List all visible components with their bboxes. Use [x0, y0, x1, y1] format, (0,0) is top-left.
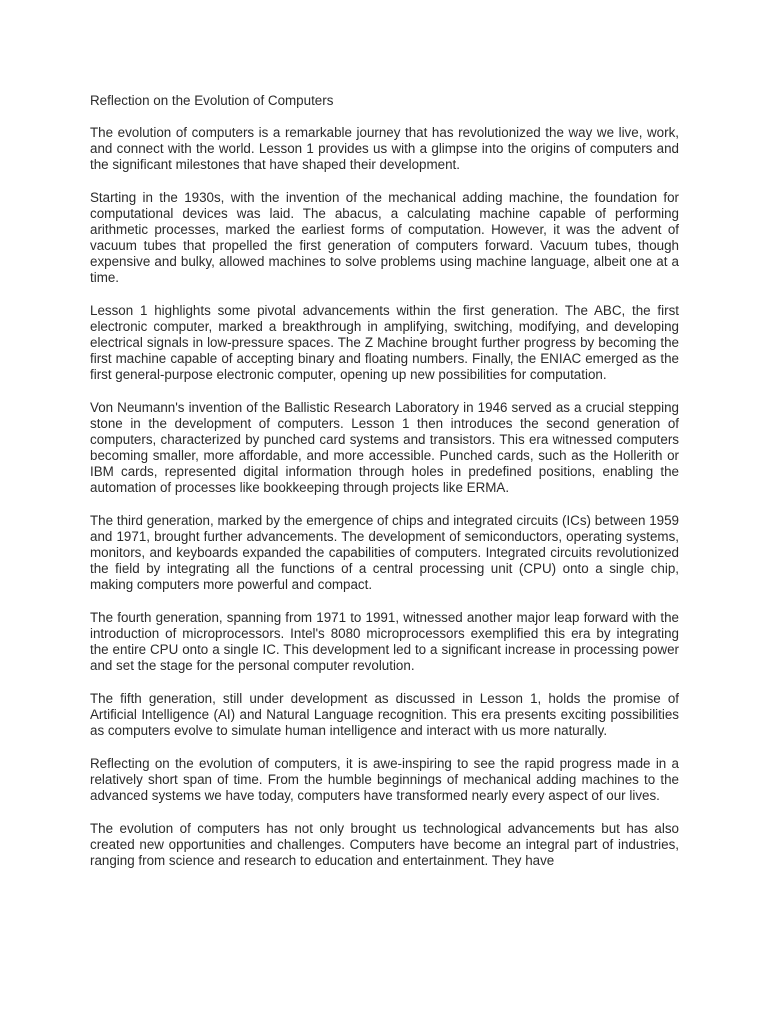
paragraph-first-generation: Lesson 1 highlights some pivotal advancements within the first generation. The ABC, the first electronic computer, marked a breakthrough in amplifying, switching, modifying, and developing electrical signals in low-pressure spaces. The Z Machine brought further progress by becoming the first machine capable of accepting binary and floating numbers. Finally, the ENIAC emerged as the first general-purpose electronic computer, opening up new possibilities for computation.	[90, 303, 679, 382]
document-page	[90, 93, 679, 886]
paragraph-fourth-generation: The fourth generation, spanning from 1971 to 1991, witnessed another major leap forward with the introduction of microprocessors. Intel's 8080 microprocessors exemplified this era by integrating the entire CPU onto a single IC. This development led to a significant increase in processing power and set the stage for the personal computer revolution.	[90, 610, 679, 673]
paragraph-intro: The evolution of computers is a remarkable journey that has revolutionized the way we live, work, and connect with the world. Lesson 1 provides us with a glimpse into the origins of computers and the significant milestones that have shaped their development.	[90, 125, 679, 172]
paragraph-fifth-generation: The fifth generation, still under development as discussed in Lesson 1, holds the promise of Artificial Intelligence (AI) and Natural Language recognition. This era presents exciting possibilities as computers evolve to simulate human intelligence and interact with us more naturally.	[90, 691, 679, 738]
paragraph-second-generation: Von Neumann's invention of the Ballistic Research Laboratory in 1946 served as a crucial stepping stone in the development of computers. Lesson 1 then introduces the second generation of computers, characterized by punched card systems and transistors. This era witnessed computers becoming smaller, more affordable, and more accessible. Punched cards, such as the Hollerith or IBM cards, represented digital information through holes in predefined positions, enabling the automation of processes like bookkeeping through projects like ERMA.	[90, 400, 679, 495]
paragraph-reflection: Reflecting on the evolution of computers, it is awe-inspiring to see the rapid progress made in a relatively short span of time. From the humble beginnings of mechanical adding machines to the advanced systems we have today, computers have transformed nearly every aspect of our lives.	[90, 756, 679, 803]
document-title: Reflection on the Evolution of Computers	[90, 93, 334, 108]
paragraph-opportunities: The evolution of computers has not only brought us technological advancements but has also created new opportunities and challenges. Computers have become an integral part of industries, ranging from science and research to education and entertainment. They have	[90, 821, 679, 868]
paragraph-third-generation: The third generation, marked by the emergence of chips and integrated circuits (ICs) between 1959 and 1971, brought further advancements. The development of semiconductors, operating systems, monitors, and keyboards expanded the capabilities of computers. Integrated circuits revolutionized the field by integrating all the functions of a central processing unit (CPU) onto a single chip, making computers more powerful and compact.	[90, 513, 679, 592]
paragraph-early-computation: Starting in the 1930s, with the invention of the mechanical adding machine, the foundation for computational devices was laid. The abacus, a calculating machine capable of performing arithmetic processes, marked the earliest forms of computation. However, it was the advent of vacuum tubes that propelled the first generation of computers forward. Vacuum tubes, though expensive and bulky, allowed machines to solve problems using machine language, albeit one at a time.	[90, 190, 679, 285]
